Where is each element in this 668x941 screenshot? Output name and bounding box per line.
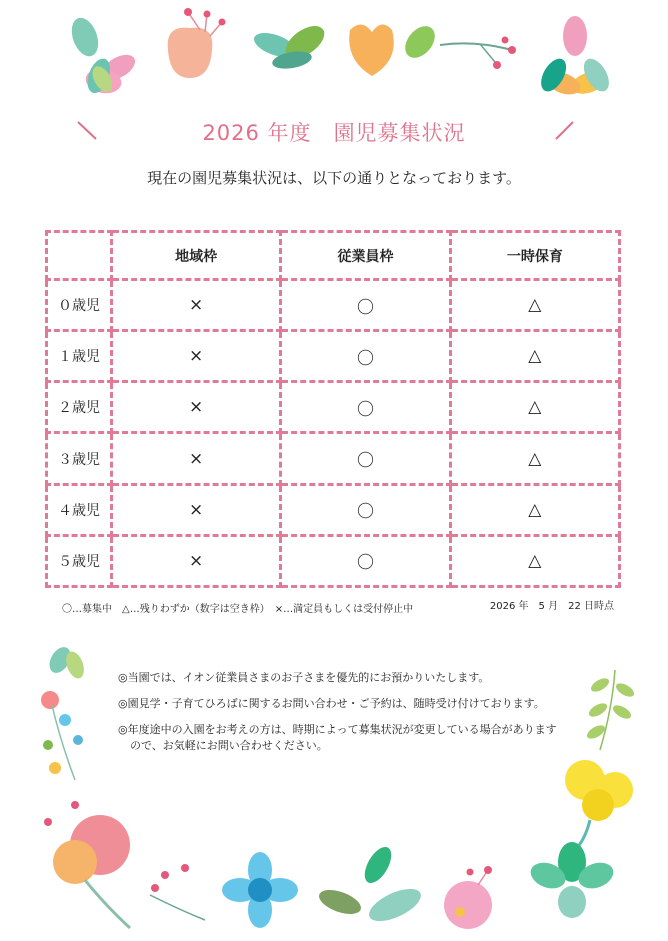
status-mark: 〇 bbox=[281, 280, 450, 331]
age-cell: ５歳児 bbox=[47, 535, 112, 586]
status-mark: 〇 bbox=[281, 433, 450, 484]
tulip-icon bbox=[349, 20, 441, 76]
status-mark: × bbox=[112, 331, 281, 382]
table-row bbox=[47, 382, 620, 433]
note-item: ◎当園では、イオン従業員さまのお子さまを優先的にお預かりいたします。 bbox=[118, 671, 490, 684]
flower-icon bbox=[527, 842, 617, 918]
flower-icon bbox=[444, 866, 492, 929]
table-row bbox=[47, 535, 620, 586]
recruitment-status-table bbox=[45, 230, 621, 588]
note-item: ◎園見学・子育てひろばに関するお問い合わせ・ご予約は、随時受け付けております。 bbox=[118, 697, 545, 710]
table-header-row bbox=[47, 232, 620, 280]
note-line: ◎年度途中の入園をお考えの方は、時期によって募集状況が変更している場合があります bbox=[118, 723, 557, 736]
table-header-cell bbox=[47, 232, 112, 280]
status-mark: × bbox=[112, 382, 281, 433]
legend-text: 〇…募集中 △…残りわずか（数字は空き枠） ×…満定員もしくは受付停止中 bbox=[62, 604, 414, 615]
table-row bbox=[47, 280, 620, 331]
sprig-icon bbox=[585, 670, 636, 750]
sprig-icon bbox=[150, 864, 205, 920]
status-mark: × bbox=[112, 484, 281, 535]
status-mark: 〇 bbox=[281, 382, 450, 433]
flower-icon bbox=[536, 16, 614, 99]
flower-icon bbox=[565, 760, 633, 850]
leaf-icon bbox=[316, 843, 426, 928]
status-mark: △ bbox=[450, 484, 619, 535]
age-cell: ２歳児 bbox=[47, 382, 112, 433]
table-header-cell: 地域枠 bbox=[112, 232, 281, 280]
leaf-icon bbox=[41, 643, 87, 780]
age-cell: １歳児 bbox=[47, 331, 112, 382]
status-mark: △ bbox=[450, 280, 619, 331]
flower-icon bbox=[44, 801, 130, 928]
status-mark: 〇 bbox=[281, 331, 450, 382]
status-mark: × bbox=[112, 433, 281, 484]
table-row bbox=[47, 433, 620, 484]
status-mark: 〇 bbox=[281, 535, 450, 586]
tulip-icon bbox=[168, 8, 226, 78]
page-title bbox=[0, 117, 668, 147]
notes-section bbox=[118, 670, 568, 764]
title-main: 園児募集状況 bbox=[333, 121, 466, 145]
status-mark: △ bbox=[450, 535, 619, 586]
title-year: 2026 年度 bbox=[202, 121, 312, 145]
leaf-icon bbox=[251, 20, 330, 72]
table-row bbox=[47, 484, 620, 535]
table-header-cell: 従業員枠 bbox=[281, 232, 450, 280]
age-cell: ０歳児 bbox=[47, 280, 112, 331]
status-mark: × bbox=[112, 535, 281, 586]
note-line: ので、お気軽にお問い合わせください。 bbox=[130, 739, 328, 752]
intro-text: 現在の園児募集状況は、以下の通りとなっております。 bbox=[147, 169, 521, 187]
status-mark: × bbox=[112, 280, 281, 331]
flower-icon bbox=[67, 14, 139, 96]
note-item bbox=[118, 722, 568, 754]
as-of-date: 2026 年 5 月 22 日時点 bbox=[489, 601, 614, 612]
flower-icon bbox=[222, 852, 298, 928]
table-header-cell: 一時保育 bbox=[450, 232, 619, 280]
sprig-icon bbox=[440, 37, 516, 70]
table-row bbox=[47, 331, 620, 382]
status-mark: △ bbox=[450, 382, 619, 433]
age-cell: ３歳児 bbox=[47, 433, 112, 484]
status-mark: 〇 bbox=[281, 484, 450, 535]
status-mark: △ bbox=[450, 433, 619, 484]
status-mark: △ bbox=[450, 331, 619, 382]
age-cell: ４歳児 bbox=[47, 484, 112, 535]
